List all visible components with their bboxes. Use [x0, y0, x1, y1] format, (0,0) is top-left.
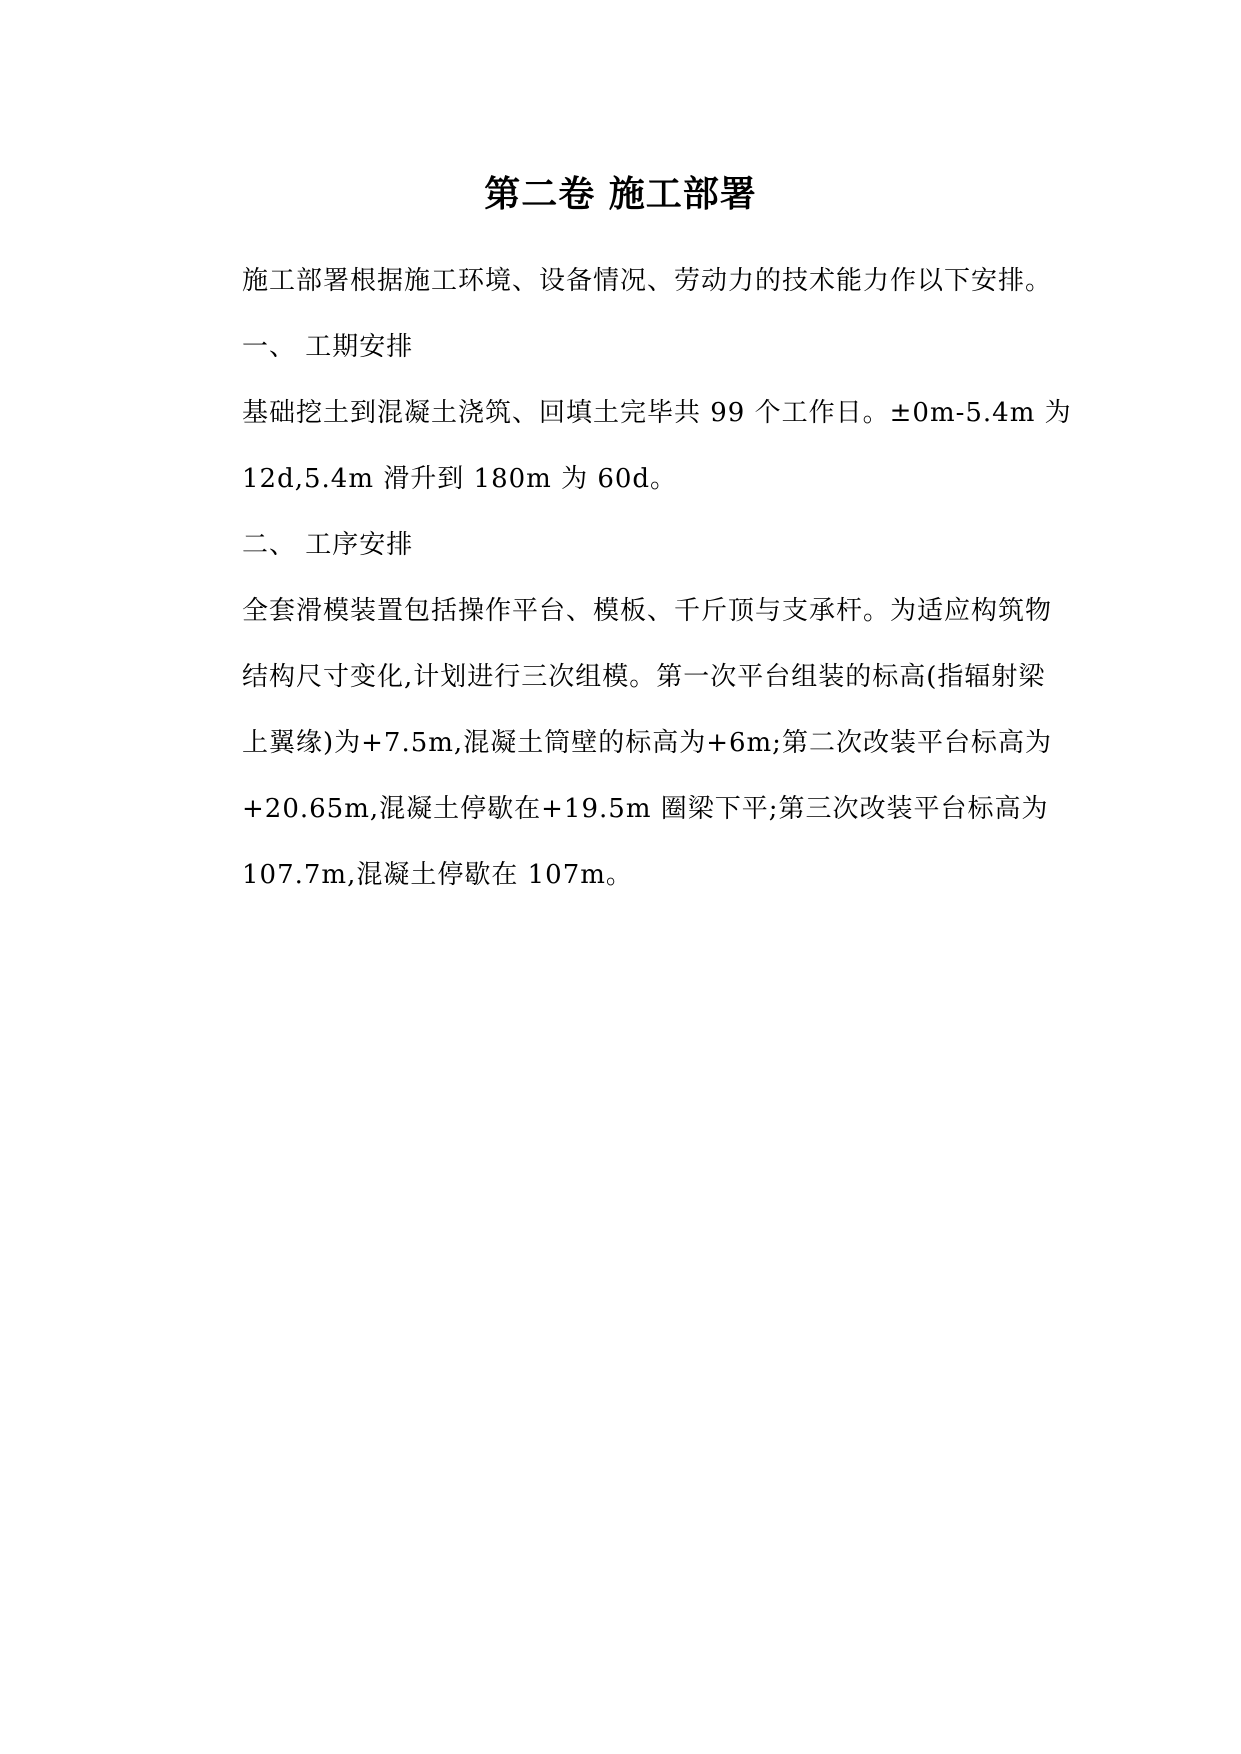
intro-paragraph: 施工部署根据施工环境、设备情况、劳动力的技术能力作以下安排。 — [242, 266, 1053, 296]
procedure-paragraph-line: +20.65m,混凝土停歇在+19.5m 圈梁下平;第三次改装平台标高为 — [242, 794, 1049, 824]
procedure-paragraph-line: 结构尺寸变化,计划进行三次组模。第一次平台组装的标高(指辐射梁 — [242, 662, 1046, 692]
procedure-paragraph-line: 上翼缘)为+7.5m,混凝土筒壁的标高为+6m;第二次改装平台标高为 — [242, 728, 1052, 758]
page-title: 第二卷 施工部署 — [484, 174, 757, 215]
section-heading-schedule: 一、 工期安排 — [242, 332, 414, 362]
document-body — [242, 248, 1072, 908]
section-heading-procedure: 二、 工序安排 — [242, 530, 414, 560]
procedure-paragraph-line: 107.7m,混凝土停歇在 107m。 — [242, 860, 633, 890]
schedule-paragraph-line: 基础挖土到混凝土浇筑、回填土完毕共 99 个工作日。±0m-5.4m 为 — [242, 398, 1072, 428]
schedule-paragraph-line: 12d,5.4m 滑升到 180m 为 60d。 — [242, 464, 678, 494]
procedure-paragraph-line: 全套滑模装置包括操作平台、模板、千斤顶与支承杆。为适应构筑物 — [242, 596, 1053, 626]
